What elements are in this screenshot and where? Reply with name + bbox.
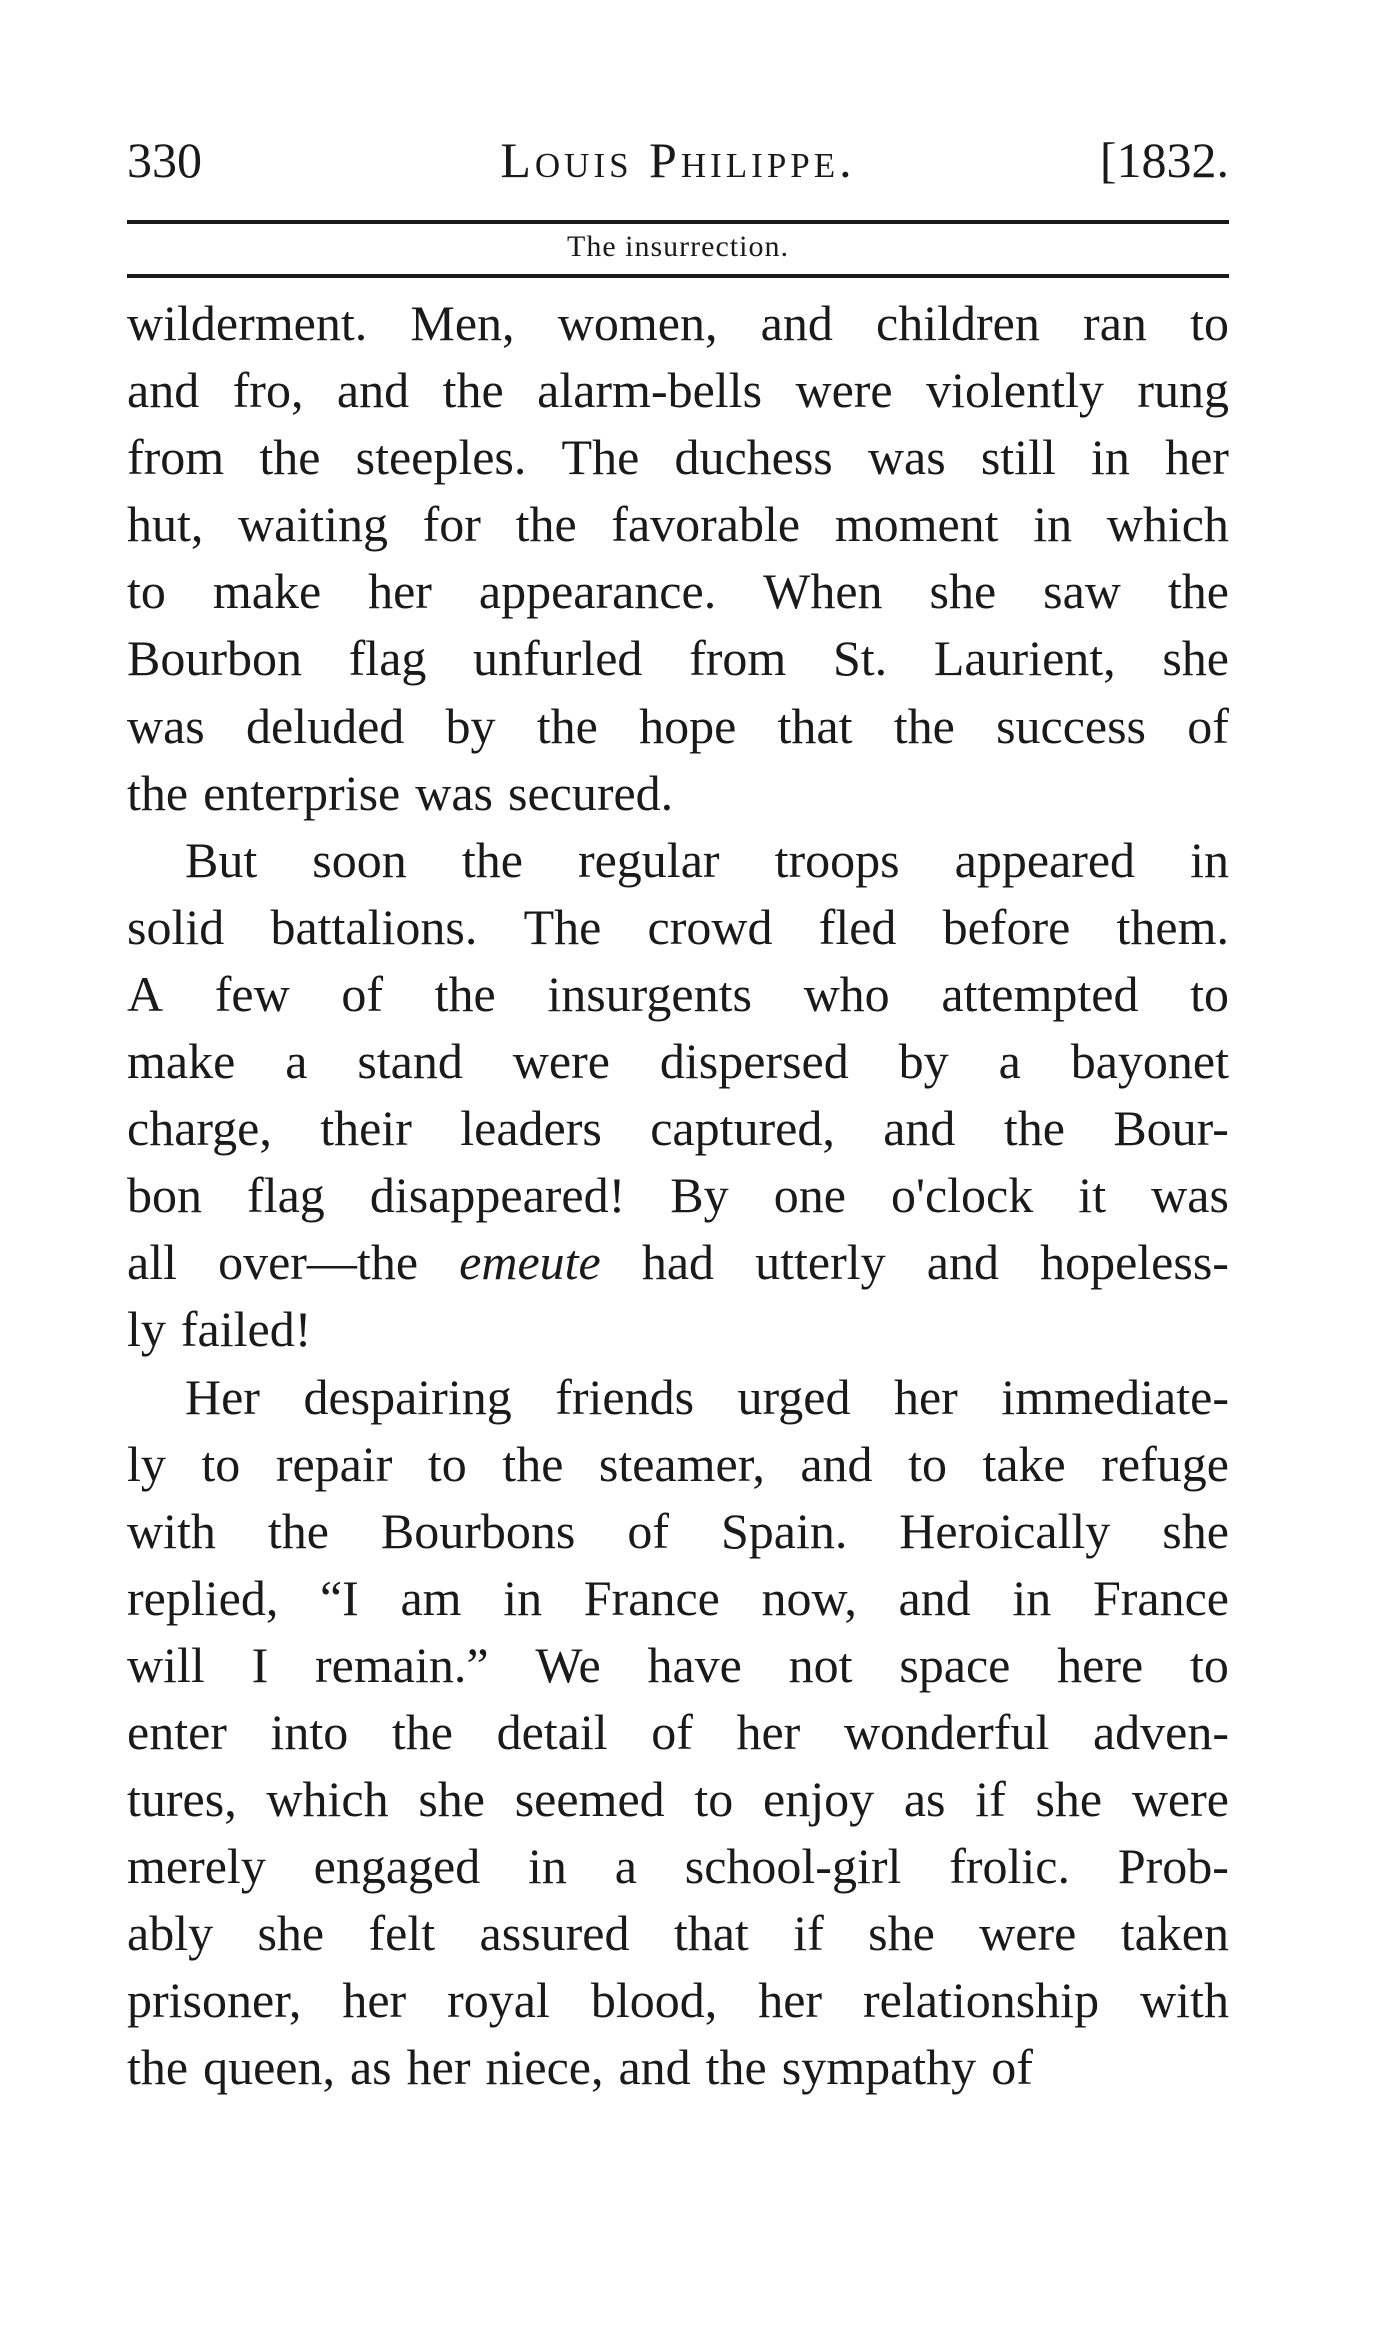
- text-line: from the steeples. The duchess was still in her: [127, 429, 1229, 486]
- book-page: [127, 120, 1229, 2102]
- text-line: charge, their leaders captured, and the Bour-: [127, 1100, 1229, 1157]
- text-line: Her despairing friends urged her immediate-: [185, 1368, 1229, 1425]
- running-title: Louis Philippe.: [500, 132, 856, 188]
- text-line: tures, which she seemed to enjoy as if she were: [127, 1771, 1229, 1828]
- header-rule-bottom: [127, 274, 1229, 278]
- text-line: ably she felt assured that if she were taken: [127, 1905, 1229, 1962]
- text-line: prisoner, her royal blood, her relationship with: [127, 1972, 1229, 2029]
- body-text: [127, 290, 1229, 2102]
- text-line: Bourbon flag unfurled from St. Laurient, she: [127, 630, 1229, 687]
- text-line: merely engaged in a school-girl frolic. Prob-: [127, 1838, 1229, 1895]
- text-line: the enterprise was secured.: [127, 764, 674, 821]
- section-subhead: The insurrection.: [567, 230, 789, 263]
- text-line: But soon the regular troops appeared in: [185, 831, 1229, 888]
- running-head: [127, 120, 1229, 200]
- text-line: enter into the detail of her wonderful adven-: [127, 1703, 1229, 1760]
- text-line: replied, “I am in France now, and in France: [127, 1569, 1229, 1626]
- text-line: will I remain.” We have not space here to: [127, 1636, 1229, 1693]
- text-line: bon flag disappeared! By one o'clock it was: [127, 1167, 1229, 1224]
- text-line: make a stand were dispersed by a bayonet: [127, 1033, 1229, 1090]
- paragraph: [127, 1364, 1229, 2102]
- text-line: hut, waiting for the favorable moment in which: [127, 496, 1229, 553]
- page-number: 330: [127, 132, 202, 188]
- text-line: to make her appearance. When she saw the: [127, 563, 1229, 620]
- text-line: was deluded by the hope that the success of: [127, 697, 1229, 754]
- paragraph: [127, 827, 1229, 1364]
- text-line: and fro, and the alarm-bells were violently rung: [127, 362, 1229, 419]
- text-line: ly failed!: [127, 1301, 312, 1358]
- text-line: ly to repair to the steamer, and to take refuge: [127, 1435, 1229, 1492]
- text-line: all over—the emeute had utterly and hopeless-: [127, 1234, 1229, 1291]
- text-line: the queen, as her niece, and the sympathy of: [127, 2039, 1033, 2096]
- text-line: with the Bourbons of Spain. Heroically she: [127, 1502, 1229, 1559]
- running-year: [1832.: [1099, 132, 1229, 188]
- text-line: A few of the insurgents who attempted to: [127, 965, 1229, 1022]
- text-line: wilderment. Men, women, and children ran to: [127, 295, 1229, 351]
- text-line: solid battalions. The crowd fled before them.: [127, 898, 1229, 955]
- paragraph: [127, 290, 1229, 827]
